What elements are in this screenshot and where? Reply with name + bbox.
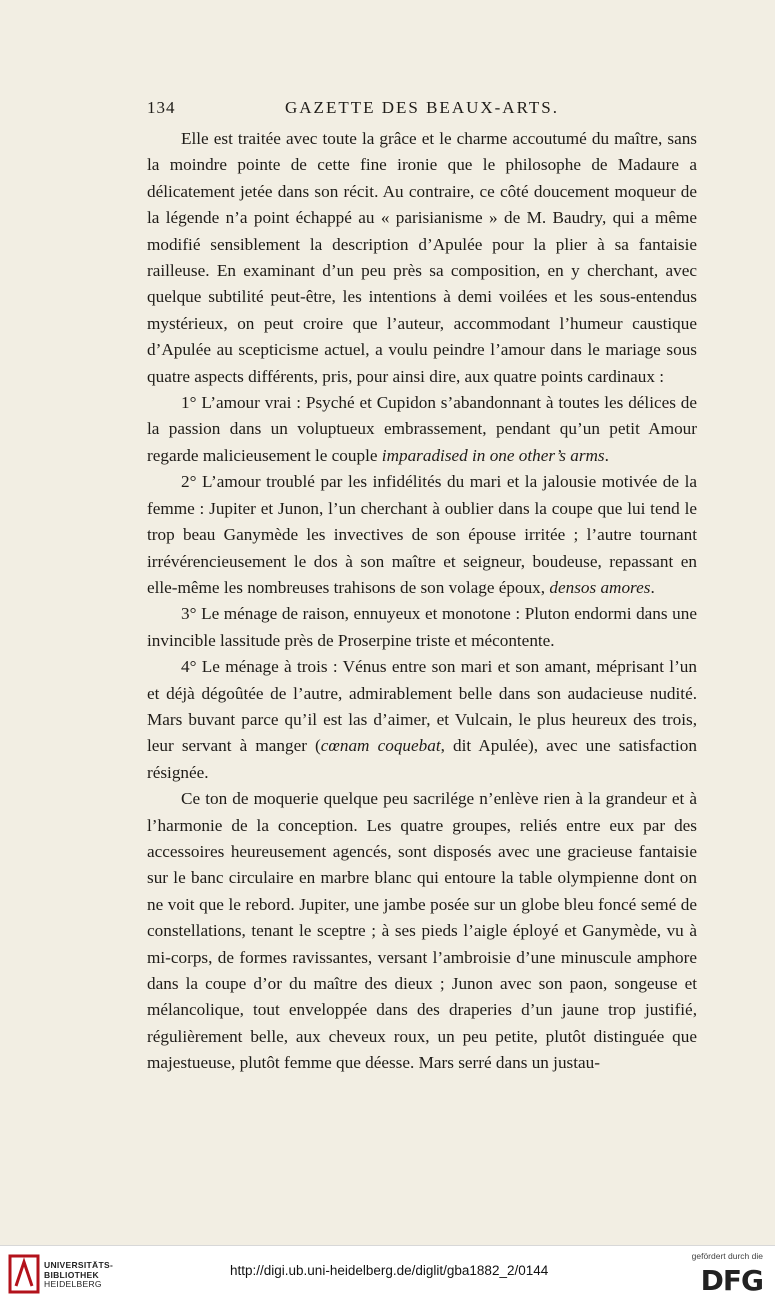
university-library-name: UNIVERSITÄTS- BIBLIOTHEK HEIDELBERG — [44, 1260, 114, 1289]
italic-phrase: imparadised in one other’s arms — [381, 445, 605, 465]
running-title: GAZETTE DES BEAUX-ARTS. — [285, 98, 559, 117]
text-run: Ce ton de moquerie quelque peu sacrilége n’enlève rien à la grandeur et à l’harmonie de la conception. Les quatre groupes, reliés entre eux par des accessoires heureusement agencés, sont disposés avec une gracieuse fantaisie sur le banc circulaire en marbre blanc qui entoure la table olympienne dont on ne voit que le rebord. Jupiter, une jambe posée sur un globe bleu foncé semé de constellations, tenant le sceptre ; à ses pieds l’aigle éployé et Ganymède, vu à mi-corps, de formes ravissantes, versant l’ambroisie d’une minuscule amphore dans la coupe d’or du maître des dieux ; Junon avec son paon, songeuse et mélancolique, tout enveloppée dans des draperies d’un jaune trop justifié, régulièrement belle, aux cheveux roux, un peu petite, plutôt distinguée que majestueuse, plutôt femme que déesse. Mars serré dans un justau- — [147, 789, 697, 1073]
paragraph — [147, 126, 697, 390]
page-number: 134 — [147, 98, 176, 117]
paragraph — [147, 786, 697, 1076]
paragraph — [147, 601, 697, 654]
text-run: 3° Le ménage de raison, ennuyeux et monotone : Pluton endormi dans une invincible lassitude près de Proserpine triste et mécontente. — [147, 604, 697, 650]
paragraph — [147, 469, 697, 601]
text-run: . — [650, 577, 655, 597]
text-run: 2° L’amour troublé par les infidélités du mari et la jalousie motivée de la femme : Jupiter et Junon, l’un cherchant à oublier dans la coupe que lui tend le trop beau Ganymède les invectives de son épouse irritée ; l’autre tournant irrévérencieusement le dos à son maître et seigneur, boudeuse, repassant en elle-même les nombreuses trahisons de son volage époux, — [147, 472, 697, 597]
permalink-url[interactable]: http://digi.ub.uni-heidelberg.de/diglit/gba1882_2/0144 — [230, 1263, 549, 1278]
dfg-logo: DFG — [700, 1264, 763, 1297]
text-run: 4° Le ménage à trois : Vénus entre son mari et son amant, méprisant l’un et déjà dégoûtée de l’autre, admirablement belle dans son audacieuse nudité. Mars buvant parce qu’il est las d’aimer, et Vulcain, le plus heureux des trois, leur servant à manger ( — [147, 657, 697, 756]
italic-phrase: cœnam coquebat — [320, 736, 441, 756]
article-body — [147, 126, 697, 1077]
text-run: Elle est traitée avec toute la grâce et le charme accoutumé du maître, sans la moindre pointe de cette fine ironie que le philosophe de Madaure a délicatement jetée dans son récit. Au contraire, ce côté doucement moqueur de la légende n’a point échappé au « parisianisme » de M. Baudry, qui a même modifié sensiblement la description d’Apulée pour la plier à sa fantaisie railleuse. En examinant d’un peu près sa composition, en y cherchant, avec quelque subtilité peut-être, les intentions à demi voilées et les sous-entendus mystérieux, on peut croire que l’auteur, accommodant l’humeur caustique d’Apulée au scepticisme actuel, a voulu peindre l’amour dans le mariage sous quatre aspects différents, pris, pour ainsi dire, aux quatre points cardinaux : — [147, 129, 697, 386]
page-header — [147, 98, 697, 122]
text-run: , dit Apulée), avec une satisfaction résignée. — [147, 736, 697, 782]
italic-phrase: densos amores — [549, 577, 651, 597]
viewer-footer — [0, 1245, 775, 1302]
university-library-logo-icon — [8, 1254, 40, 1294]
text-run: 1° L’amour vrai : Psyché et Cupidon s’abandonnant à toutes les délices de la passion dans un voluptueux embrassement, pendant qu’un petit Amour regarde malicieusement le couple — [147, 393, 697, 465]
paragraph — [147, 390, 697, 469]
text-run: . — [604, 445, 609, 465]
funding-label: gefördert durch die — [691, 1251, 763, 1261]
paragraph — [147, 654, 697, 786]
